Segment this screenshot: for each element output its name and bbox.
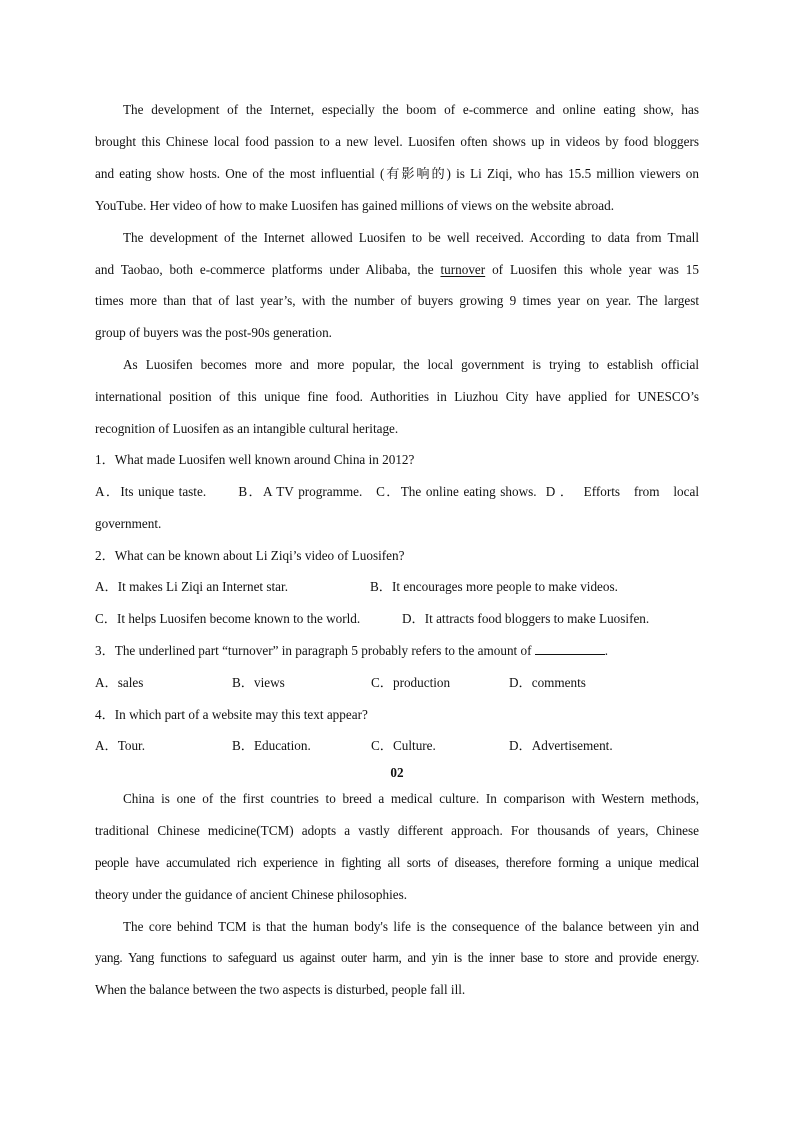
paragraph-2-line-3: times more than that of last year’s, with the number of buyers growing 9 times year on year. The largest bbox=[95, 293, 699, 308]
question-4-option-c: C．Culture. bbox=[371, 738, 436, 753]
question-1-options-continued: government. bbox=[95, 516, 162, 531]
paragraph-1-line-1: The development of the Internet, especially the boom of e-commerce and online eating show, has bbox=[123, 102, 699, 117]
question-3-option-d: D．comments bbox=[509, 675, 586, 690]
paragraph-3-line-2: international position of this unique fine food. Authorities in Liuzhou City have applied for UNESCO’s bbox=[95, 389, 699, 404]
paragraph-3-line-1: As Luosifen becomes more and more popular, the local government is trying to establish official bbox=[123, 357, 699, 372]
paragraph-2-line-4: group of buyers was the post-90s generation. bbox=[95, 325, 332, 340]
question-4-option-d: D．Advertisement. bbox=[509, 738, 613, 753]
question-3-stem bbox=[95, 641, 699, 661]
question-2-option-c: C．It helps Luosifen become known to the world. bbox=[95, 611, 361, 626]
section-number: 02 bbox=[390, 765, 404, 780]
paragraph-4-line-3: people have accumulated rich experience in fighting all sorts of diseases, therefore forming a unique medical bbox=[95, 855, 699, 870]
paragraph-2-line-2-before: and Taobao, both e-commerce platforms under Alibaba, the bbox=[95, 262, 441, 277]
paragraph-2-line-1: The development of the Internet allowed Luosifen to be well received. According to data from Tmall bbox=[123, 230, 699, 245]
question-3-option-c: C．production bbox=[371, 675, 451, 690]
paragraph-1-line-4: YouTube. Her video of how to make Luosifen has gained millions of views on the website abroad. bbox=[95, 198, 614, 213]
question-3-option-a: A．sales bbox=[95, 675, 144, 690]
paragraph-4-line-2: traditional Chinese medicine(TCM) adopts a vastly different approach. For thousands of years, Chinese bbox=[95, 823, 699, 838]
paragraph-2-line-2-after: of Luosifen this whole year was 15 bbox=[485, 262, 699, 277]
question-3-stem-text: 3．The underlined part “turnover” in paragraph 5 probably refers to the amount of bbox=[95, 643, 532, 658]
paragraph-5-line-3: When the balance between the two aspects is disturbed, people fall ill. bbox=[95, 982, 466, 997]
question-3-stem-end: . bbox=[604, 643, 609, 658]
paragraph-4-line-4: theory under the guidance of ancient Chinese philosophies. bbox=[95, 887, 408, 902]
question-2-stem: 2．What can be known about Li Ziqi’s video of Luosifen? bbox=[95, 548, 405, 563]
paragraph-1-line-2: brought this Chinese local food passion to a new level. Luosifen often shows up in videos by food bloggers bbox=[95, 134, 699, 149]
paragraph-5-line-1: The core behind TCM is that the human body's life is the consequence of the balance between yin and bbox=[123, 919, 699, 934]
paragraph-5-line-2: yang. Yang functions to safeguard us against outer harm, and yin is the inner base to store and provide energy. bbox=[95, 950, 699, 965]
question-2-option-a: A．It makes Li Ziqi an Internet star. bbox=[95, 579, 288, 594]
paragraph-2-line-2 bbox=[95, 260, 699, 280]
question-3-option-b: B．views bbox=[232, 675, 285, 690]
question-2-option-d: D．It attracts food bloggers to make Luosifen. bbox=[402, 611, 650, 626]
paragraph-1-line-3: and eating show hosts. One of the most influential (有影响的) is Li Ziqi, who has 15.5 million viewers on bbox=[95, 166, 699, 181]
question-1-stem: 1．What made Luosifen well known around China in 2012? bbox=[95, 452, 415, 467]
question-4-option-a: A．Tour. bbox=[95, 738, 145, 753]
question-4-option-b: B．Education. bbox=[232, 738, 311, 753]
paragraph-3-line-3: recognition of Luosifen as an intangible cultural heritage. bbox=[95, 421, 399, 436]
question-1-options: A．Its unique taste. B．A TV programme. C．The online eating shows. D ． Efforts from local bbox=[95, 484, 699, 499]
underlined-word-turnover: turnover bbox=[440, 262, 486, 277]
question-2-option-b: B．It encourages more people to make videos. bbox=[370, 579, 618, 594]
answer-blank bbox=[535, 641, 605, 655]
question-4-stem: 4．In which part of a website may this text appear? bbox=[95, 707, 368, 722]
paragraph-4-line-1: China is one of the first countries to breed a medical culture. In comparison with Western methods, bbox=[123, 791, 699, 806]
